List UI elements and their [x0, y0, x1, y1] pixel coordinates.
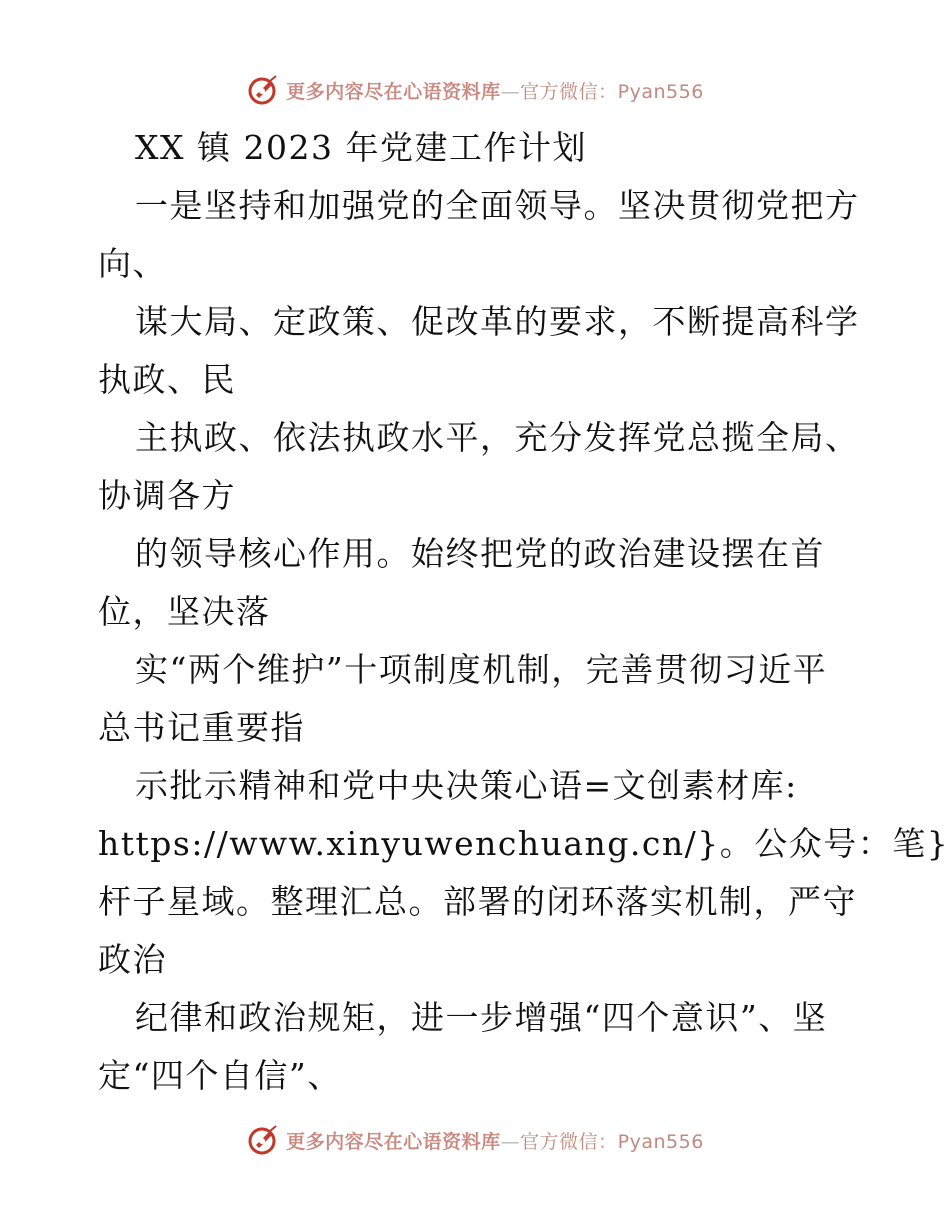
quill-logo-icon [246, 73, 280, 107]
watermark-group [246, 1123, 704, 1157]
paragraph-line: 主执政、依法执政水平，充分发挥党总揽全局、 [135, 418, 860, 457]
watermark-dash: — [500, 1130, 521, 1153]
paragraph-line: 政治 [98, 940, 167, 979]
paragraph-line-url: https://www.xinyuwenchuang.cn/}。公众号：笔} [98, 824, 950, 863]
watermark-dash: — [500, 80, 521, 103]
quill-logo-icon [246, 1123, 280, 1157]
paragraph-line: 定“四个自信”、 [98, 1056, 342, 1095]
paragraph-line: 向、 [98, 244, 167, 283]
watermark-wechat: 官方微信：Pyan556 [520, 1130, 704, 1153]
paragraph-line: 纪律和政治规矩，进一步增强“四个意识”、坚 [135, 998, 828, 1037]
watermark-lead: 更多内容尽在心语资料库 [286, 80, 501, 103]
paragraph-line: 一是坚持和加强党的全面领导。坚决贯彻党把方 [135, 186, 860, 225]
header-watermark-banner [0, 70, 950, 110]
document-title: XX 镇 2023 年党建工作计划 [135, 128, 587, 167]
watermark-text [286, 77, 704, 104]
paragraph-line: 谋大局、定政策、促改革的要求，不断提高科学 [135, 302, 860, 341]
paragraph-line: 位，坚决落 [98, 592, 271, 631]
paragraph-line: 杆子星域。整理汇总。部署的闭环落实机制，严守 [98, 882, 857, 921]
paragraph-line: 的领导核心作用。始终把党的政治建设摆在首 [135, 534, 825, 573]
watermark-group [246, 73, 704, 107]
paragraph-line: 示批示精神和党中央决策心语=文创素材库: [135, 766, 798, 805]
watermark-lead: 更多内容尽在心语资料库 [286, 1130, 501, 1153]
paragraph-line: 实“两个维护”十项制度机制，完善贯彻习近平 [135, 650, 828, 689]
paragraph-line: 总书记重要指 [98, 708, 305, 747]
paragraph-line: 协调各方 [98, 476, 236, 515]
watermark-wechat: 官方微信：Pyan556 [520, 80, 704, 103]
footer-watermark-banner [0, 1120, 950, 1160]
paragraph-line: 执政、民 [98, 360, 236, 399]
watermark-text [286, 1127, 704, 1154]
